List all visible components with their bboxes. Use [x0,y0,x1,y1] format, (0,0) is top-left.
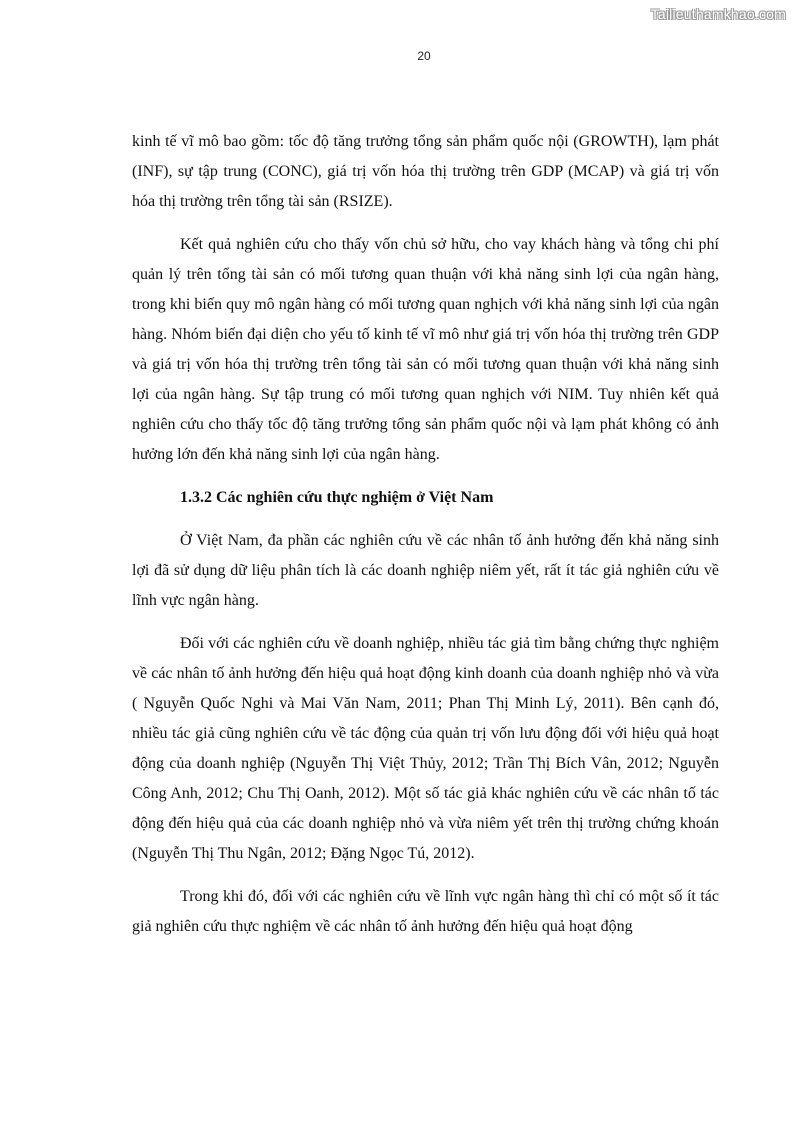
section-heading: 1.3.2 Các nghiên cứu thực nghiệm ở Việt Nam [180,489,494,506]
paragraph-vietnam-overview: Ở Việt Nam, đa phần các nghiên cứu về các nhân tố ảnh hưởng đến khả năng sinh lợi đã sử dụng dữ liệu phân tích là các doanh nghiệp niêm yết, rất ít tác giả nghiên cứu về lĩnh vực ngân hàng. [132,532,719,609]
paragraph-continued: kinh tế vĩ mô bao gồm: tốc độ tăng trưởng tổng sản phẩm quốc nội (GROWTH), lạm phát (INF), sự tập trung (CONC), giá trị vốn hóa thị trường trên GDP (MCAP) và giá trị vốn hóa thị trường trên tổng tài sản (RSIZE). [132,133,719,210]
page-number: 20 [417,49,431,63]
paragraph-banking-studies: Trong khi đó, đối với các nghiên cứu về lĩnh vực ngân hàng thì chỉ có một số ít tác giả nghiên cứu thực nghiệm về các nhân tố ảnh hưởng đến hiệu quả hoạt động [132,888,719,935]
paragraph-enterprise-studies: Đối với các nghiên cứu về doanh nghiệp, nhiều tác giả tìm bằng chứng thực nghiệm về các nhân tố ảnh hưởng đến hiệu quả hoạt động kinh doanh của doanh nghiệp nhỏ và vừa ( Nguyễn Quốc Nghi và Mai Văn Nam, 2011; Phan Thị Minh Lý, 2011). Bên cạnh đó, nhiều tác giả cũng nghiên cứu về tác động của quản trị vốn lưu động đối với hiệu quả hoạt động của doanh nghiệp (Nguyễn Thị Việt Thủy, 2012; Trần Thị Bích Vân, 2012; Nguyễn Công Anh, 2012; Chu Thị Oanh, 2012). Một số tác giả khác nghiên cứu về các nhân tố tác động đến hiệu quả của các doanh nghiệp nhỏ và vừa niêm yết trên thị trường chứng khoán (Nguyễn Thị Thu Ngân, 2012; Đặng Ngọc Tú, 2012). [132,635,719,862]
document-body [132,127,719,955]
paragraph-results: Kết quả nghiên cứu cho thấy vốn chủ sở hữu, cho vay khách hàng và tổng chi phí quản lý trên tổng tài sản có mối tương quan thuận với khả năng sinh lợi của ngân hàng, trong khi biến quy mô ngân hàng có mối tương quan nghịch với khả năng sinh lợi của ngân hàng. Nhóm biến đại diện cho yếu tố kinh tế vĩ mô như giá trị vốn hóa thị trường trên GDP và giá trị vốn hóa thị trường trên tổng tài sản có mối tương quan thuận với khả năng sinh lợi của ngân hàng. Sự tập trung có mối tương quan nghịch với NIM. Tuy nhiên kết quả nghiên cứu cho thấy tốc độ tăng trưởng tổng sản phẩm quốc nội và lạm phát không có ảnh hưởng lớn đến khả năng sinh lợi của ngân hàng. [132,236,719,463]
watermark: Tailieuthamkhao.com [650,6,786,22]
